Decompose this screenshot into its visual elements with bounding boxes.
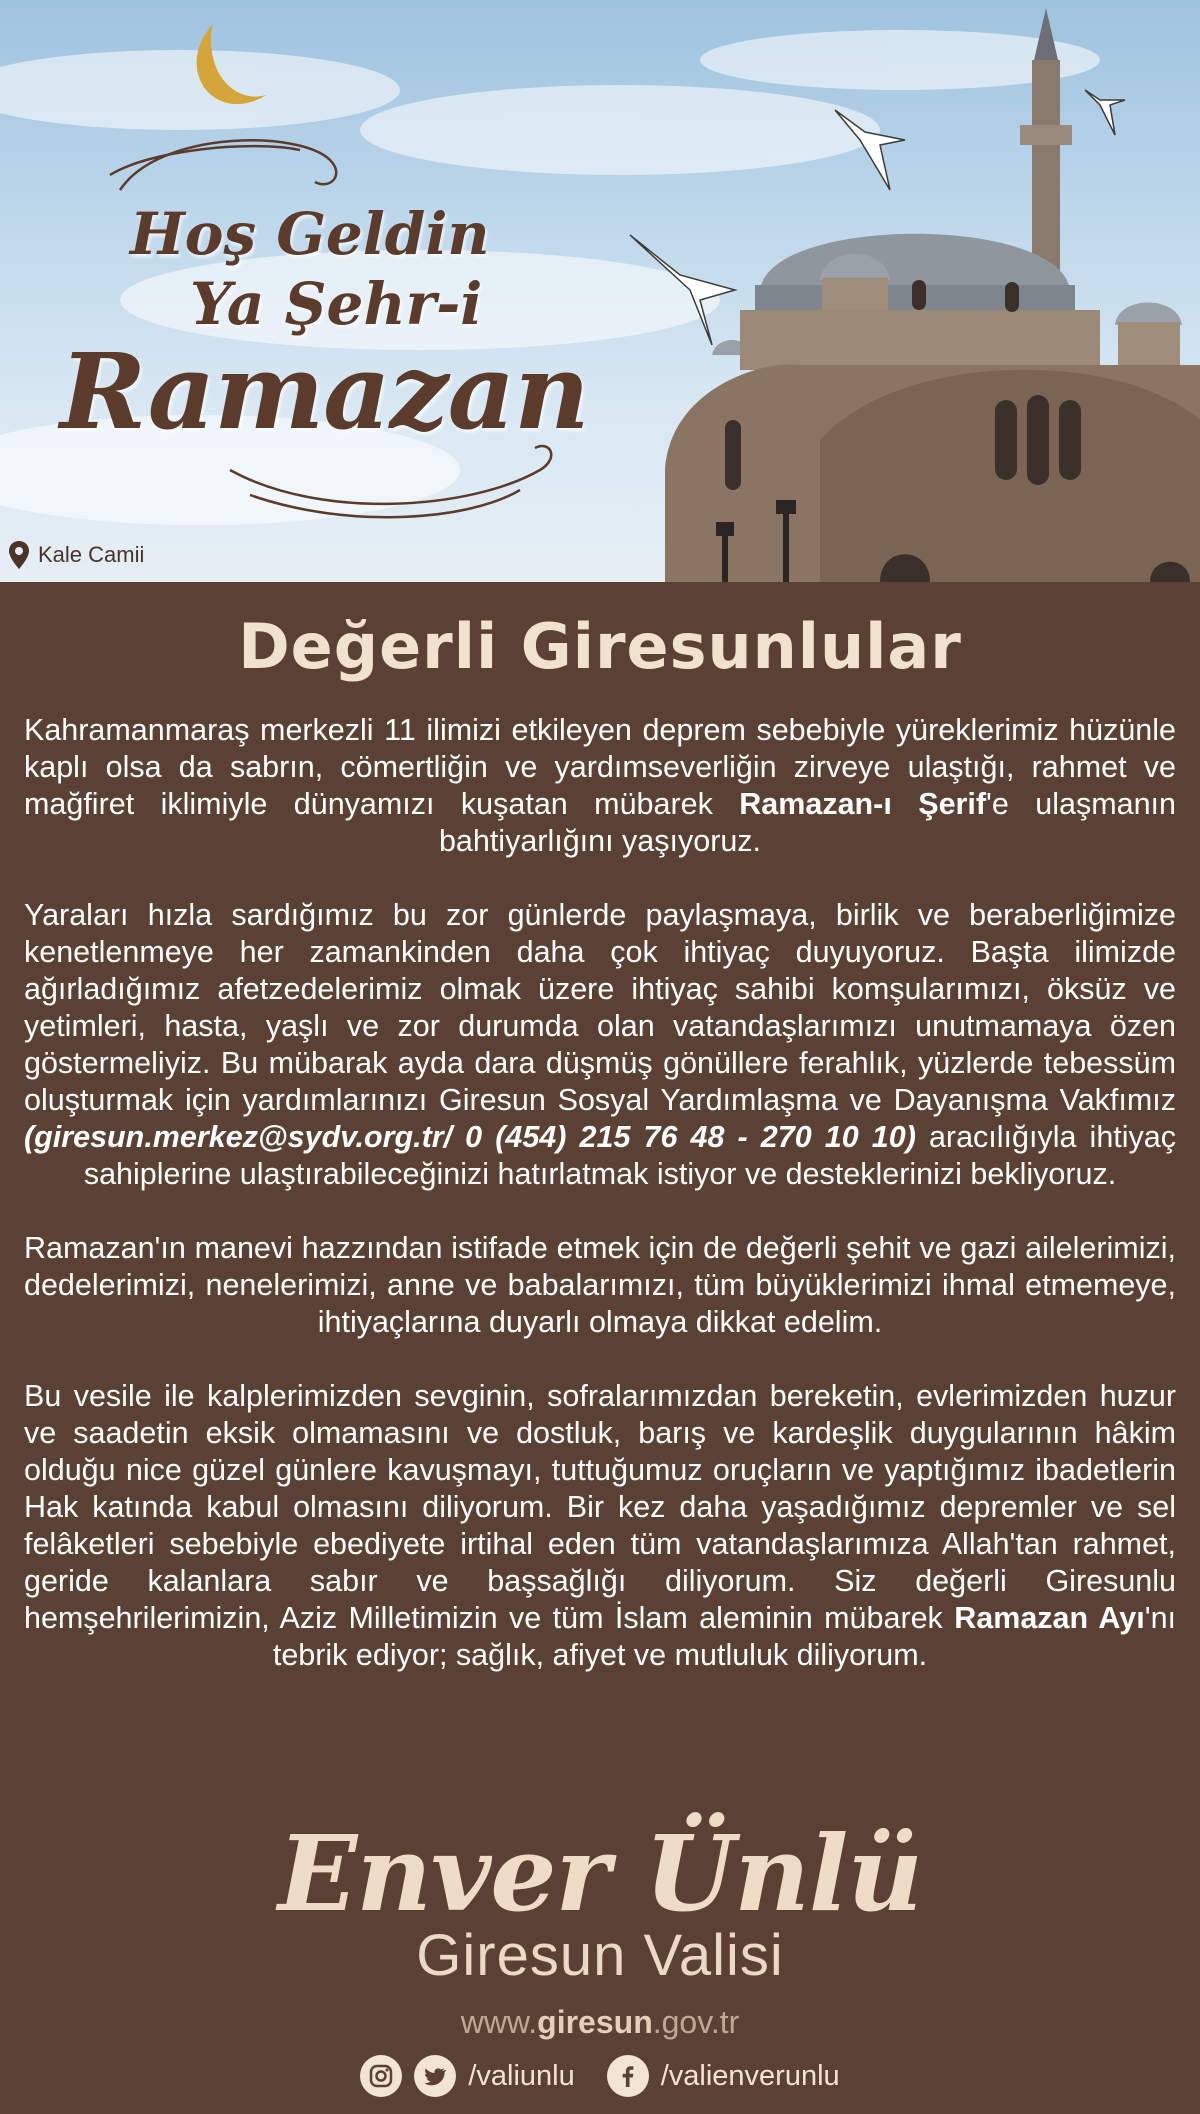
hero-title-line-1: Hoş Geldin bbox=[130, 200, 490, 268]
signature-name: Enver Ünlü bbox=[278, 1812, 922, 1935]
website-prefix: www. bbox=[460, 2004, 538, 2040]
location-tag bbox=[8, 540, 144, 570]
message-body bbox=[24, 712, 1176, 1711]
paragraph-2-text: Yaraları hızla sardığımız bu zor günlerde paylaşmaya, birlik ve beraberliğimize kenetlenmeye her zamankinden daha çok ihtiyaç duyuyoruz. Başta ilimizde ağırladığımız afetzedelerimiz olmak üzere ihtiyaç sahibi komşularımızı, öksüz ve yetimleri, hasta, yaşlı ve zor durumda olan vatandaşlarımızı unutmamaya özen göstermeliyiz. Bu mübarak ayda dara düşmüş gönüllere ferahlık, yüzlerde tebessüm oluşturmak için yardımlarınızı Giresun Sosyal Yardımlaşma ve Dayanışma Vakfımız bbox=[24, 898, 1176, 1117]
hero-title-line-2: Ya Şehr-i bbox=[190, 270, 483, 338]
paragraph-1-tail: 'e ulaşmanın bahtiyarlığını yaşıyoruz. bbox=[438, 787, 1176, 858]
paragraph-2-tail: aracılığıyla ihtiyaç sahiplerine ulaştırabileceğinizi hatırlatmak istiyor ve desteklerinizi bekliyoruz. bbox=[83, 1120, 1176, 1191]
social-links bbox=[0, 2052, 1200, 2100]
hero-scene bbox=[0, 0, 1200, 582]
website-suffix: .gov.tr bbox=[652, 2004, 740, 2040]
ramazan-ayi-bold: Ramazan Ayı bbox=[954, 1601, 1145, 1635]
instagram-icon[interactable] bbox=[360, 2055, 402, 2097]
message-section bbox=[0, 582, 1200, 2114]
twitter-icon[interactable] bbox=[414, 2055, 456, 2097]
facebook-handle[interactable]: /valienverunlu bbox=[660, 2059, 840, 2092]
paragraph-4-tail: 'nı tebrik ediyor; sağlık, afiyet ve mutluluk diliyorum. bbox=[272, 1601, 1177, 1672]
paragraph-4-text: Bu vesile ile kalplerimizden sevginin, sofralarımızdan bereketin, evlerimizden huzur ve saadetin eksik olmamasını ve dostluk, barış ve kardeşlik duygularının hâkim olduğu nice güzel günlere kavuşmayı, tuttuğumuz oruçların ve yaptığımız ibadetlerin Hak katında kabul olmasını diliyorum. Bir kez daha yaşadığımız depremler ve sel felâketleri sebebiyle ebediyete irtihal eden tüm vatandaşlarımıza Allah'tan rahmet, geride kalanlara sabır ve başsağlığı diliyorum. Siz değerli Giresunlu hemşehrilerimizin, Aziz Milletimizin ve tüm İslam aleminin mübarek bbox=[24, 1379, 1176, 1635]
paragraph-1 bbox=[24, 712, 1176, 860]
hero-title-line-3: Ramazan bbox=[60, 330, 589, 453]
paragraph-1-text: Kahramanmaraş merkezli 11 ilimizi etkileyen deprem sebebiyle yüreklerimiz hüzünle kaplı olsa da sabrın, cömertliğin ve yardımseverliğin zirveye ulaştığı, rahmet ve mağfiret iklimiyle dünyamızı kuşatan mübarek bbox=[24, 713, 1176, 821]
website-link[interactable] bbox=[0, 2004, 1200, 2041]
contact-info: (giresun.merkez@sydv.org.tr/ 0 (454) 215 76 48 - 270 10 10) bbox=[24, 1120, 916, 1154]
location-label: Kale Camii bbox=[38, 542, 145, 567]
paragraph-2 bbox=[24, 897, 1176, 1193]
paragraph-4 bbox=[24, 1378, 1176, 1674]
map-pin-icon bbox=[8, 540, 30, 570]
ramazan-i-serif-bold: Ramazan-ı Şerif bbox=[739, 787, 987, 821]
hero-banner bbox=[0, 0, 1200, 582]
twitter-handle[interactable]: /valiunlu bbox=[468, 2059, 575, 2092]
facebook-icon[interactable] bbox=[607, 2055, 649, 2097]
signature-title: Giresun Valisi bbox=[416, 1923, 784, 1988]
website-domain: giresun bbox=[537, 2004, 653, 2040]
paragraph-3: Ramazan'ın manevi hazzından istifade etmek için de değerli şehit ve gazi ailelerimizi, dedelerimizi, nenelerimizi, anne ve babalarımızı, tüm büyüklerimizi ihmal etmemeye, ihtiyaçlarına duyarlı olmaya dikkat edelim. bbox=[24, 1231, 1176, 1339]
message-heading: Değerli Giresunlular bbox=[238, 610, 962, 683]
